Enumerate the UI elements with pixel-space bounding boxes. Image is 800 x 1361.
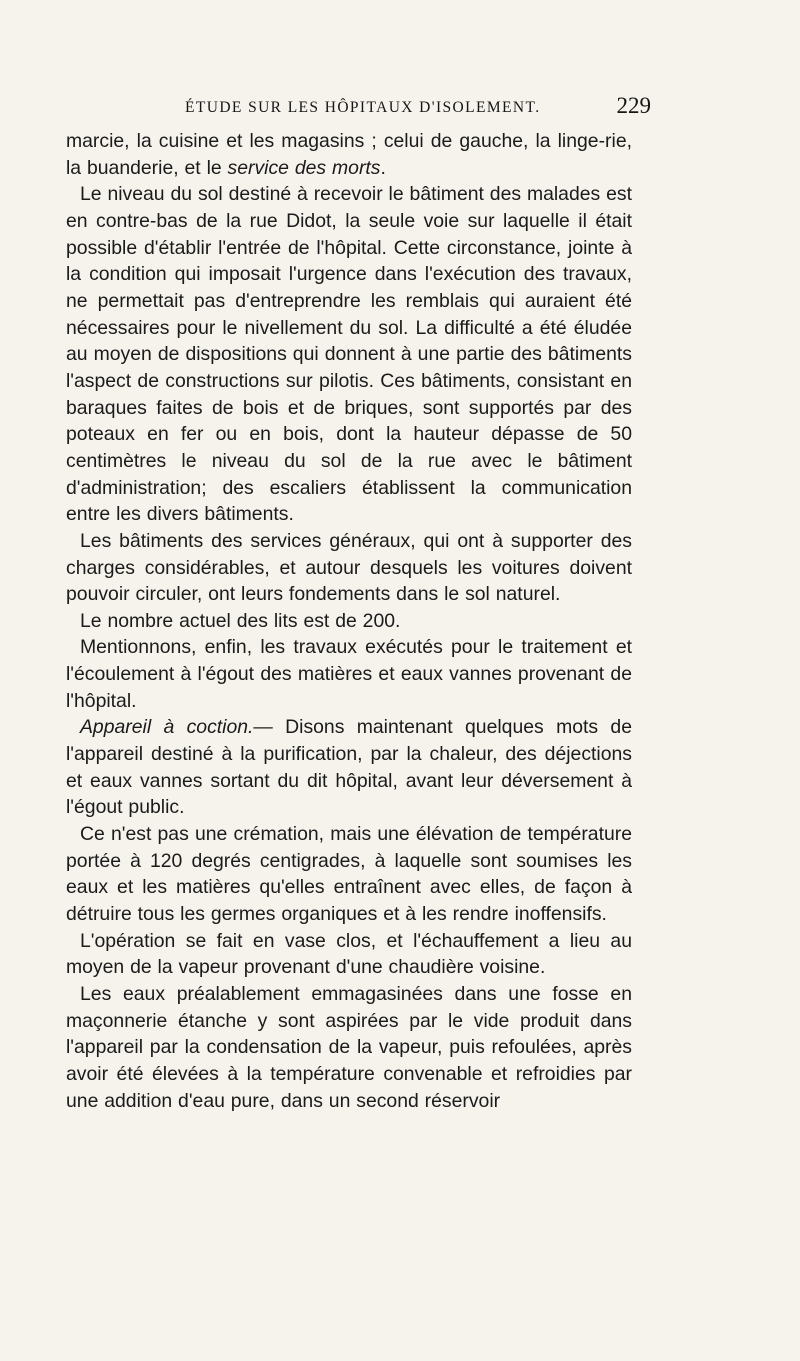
paragraph-operation: L'opération se fait en vase clos, et l'échauffement a lieu au moyen de la vapeur provenant d'une chaudière voisine.: [66, 929, 632, 979]
paragraph-eaux: Les eaux préalablement emmagasinées dans une fosse en maçonnerie étanche y sont aspirées par le vide produit dans l'appareil par la condensation de la vapeur, puis refoulées, après avoir été élevées à la température convenable et refroidies par une addition d'eau pure, dans un second réservoir: [66, 983, 632, 1112]
paragraph-cremation: Ce n'est pas une crémation, mais une élévation de température portée à 120 degrés centigrades, à laquelle sont soumises les eaux et les matières qu'elles entraînent avec elles, de façon à détruire tous les germes organiques et à les rendre inoffensifs.: [66, 823, 632, 926]
section-heading: Appareil à coction.: [80, 716, 254, 739]
paragraph-sol: Le niveau du sol destiné à recevoir le bâtiment des malades est en contre-bas de la rue Didot, la seule voie sur laquelle il était possible d'établir l'entrée de l'hôpital. Cette circonstance, jointe à la condition qui imposait l'urgence dans l'exécution des travaux, ne permettait pas d'entreprendre les remblais qui auraient été nécessaires pour le nivellement du sol. La difficulté a été éludée au moyen de dispositions qui donnent à une partie des bâtiments l'aspect de constructions sur pilotis. Ces bâtiments, consistant en baraques faites de bois et de briques, sont supportés par des poteaux en fer ou en bois, dont la hauteur dépasse de 50 centimètres le niveau du sol de la rue avec le bâtiment d'administration; des escaliers établissent la communication entre les divers bâtiments.: [66, 183, 632, 526]
italic-phrase: service des morts: [227, 156, 381, 179]
paragraph-appareil: [66, 714, 632, 821]
paragraph-services-generaux: Les bâtiments des services généraux, qui ont à supporter des charges considérables, et autour desquels les voitures doivent pouvoir circuler, ont leurs fondements dans le sol naturel.: [66, 529, 632, 606]
paragraph-text: marcie, la cuisine et les magasins ; celui de gauche, la linge-rie, la buanderie, et le: [66, 130, 632, 179]
paragraph-ecoulement: Mentionnons, enfin, les travaux exécutés pour le traitement et l'écoulement à l'égout des matières et eaux vannes provenant de l'hôpital.: [66, 636, 632, 712]
page-number: 229: [616, 93, 651, 118]
page-text: [66, 128, 632, 1114]
paragraph-continuation: [66, 128, 632, 181]
paragraph-punctuation: .: [380, 156, 386, 179]
running-header-title: ÉTUDE SUR LES HÔPITAUX D'ISOLEMENT.: [185, 99, 541, 116]
paragraph-text: — Disons maintenant quelques mots de l'appareil destiné à la purification, par la chaleur, des déjections et eaux vannes sortant du dit hôpital, avant leur déversement à l'égout public.: [66, 716, 632, 819]
paragraph-nombre-lits: Le nombre actuel des lits est de 200.: [80, 609, 401, 632]
